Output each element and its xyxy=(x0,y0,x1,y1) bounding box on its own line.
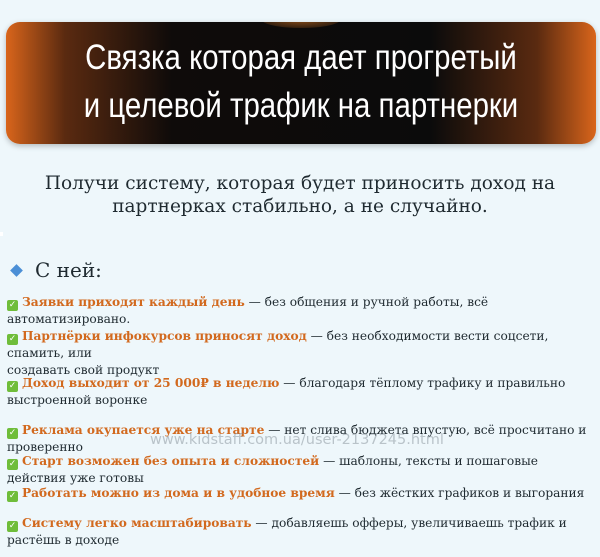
section-heading-text: С ней: xyxy=(35,258,102,282)
benefit-text: — без необходимости вести соцсети, спамить, или xyxy=(7,329,549,360)
check-icon: ✓ xyxy=(8,334,17,344)
benefit-item xyxy=(7,375,593,409)
benefit-highlight: Работать можно из дома и в удобное время xyxy=(22,486,335,500)
check-icon: ✓ xyxy=(8,381,17,391)
hero-title-line-2: и целевой трафик на партнерки xyxy=(83,86,519,125)
benefit-item xyxy=(7,294,593,328)
check-icon: ✓ xyxy=(8,428,17,438)
benefit-text: — добавляешь офферы, увеличиваешь трафик и растёшь в доходе xyxy=(7,516,567,547)
benefit-text: — благодаря тёплому трафику и правильно xyxy=(279,376,566,390)
benefit-highlight: Заявки приходят каждый день xyxy=(22,295,245,309)
benefit-highlight: Реклама окупается уже на старте xyxy=(22,423,265,437)
benefit-highlight: Доход выходит от 25 000₽ в неделю xyxy=(22,376,280,390)
hero-title xyxy=(53,34,549,130)
subtitle-line-2: партнерках стабильно, а не случайно. xyxy=(112,196,488,217)
benefit-highlight: Старт возможен без опыта и сложностей xyxy=(22,454,320,468)
hero-title-line-1: Связка которая дает прогретый xyxy=(85,38,517,77)
benefit-item xyxy=(7,453,593,487)
benefit-item xyxy=(7,515,593,549)
subtitle-line-1: Получи систему, которая будет приносить доход на xyxy=(44,173,556,194)
watermark-text: www.kidstaff.com.ua/user-2137245.html xyxy=(150,432,444,448)
benefit-text: — шаблоны, тексты и пошаговые действия уже готовы xyxy=(7,454,538,485)
subtitle xyxy=(0,172,600,218)
check-icon: ✓ xyxy=(8,491,17,501)
section-heading xyxy=(10,258,102,282)
benefit-item xyxy=(7,328,593,379)
benefit-highlight: Партнёрки инфокурсов приносят доход xyxy=(22,329,307,343)
benefit-text-continued: создавать свой продукт xyxy=(7,363,160,377)
check-icon: ✓ xyxy=(8,521,17,531)
blue-diamond-icon xyxy=(10,264,23,277)
benefit-item xyxy=(7,485,593,502)
check-icon: ✓ xyxy=(8,459,17,469)
check-icon: ✓ xyxy=(8,300,17,310)
benefit-text: — без общения и ручной работы, всё автоматизировано. xyxy=(7,295,489,326)
benefit-text: — нет слива бюджета впустую, всё просчитано и проверенно xyxy=(7,423,587,454)
side-mark xyxy=(0,232,3,236)
hero-banner xyxy=(6,22,596,144)
benefit-highlight: Систему легко масштабировать xyxy=(22,516,252,530)
benefit-text: — без жёстких графиков и выгорания xyxy=(334,486,585,500)
hero-glow xyxy=(261,22,341,28)
benefit-text-continued: выстроенной воронке xyxy=(7,393,148,407)
